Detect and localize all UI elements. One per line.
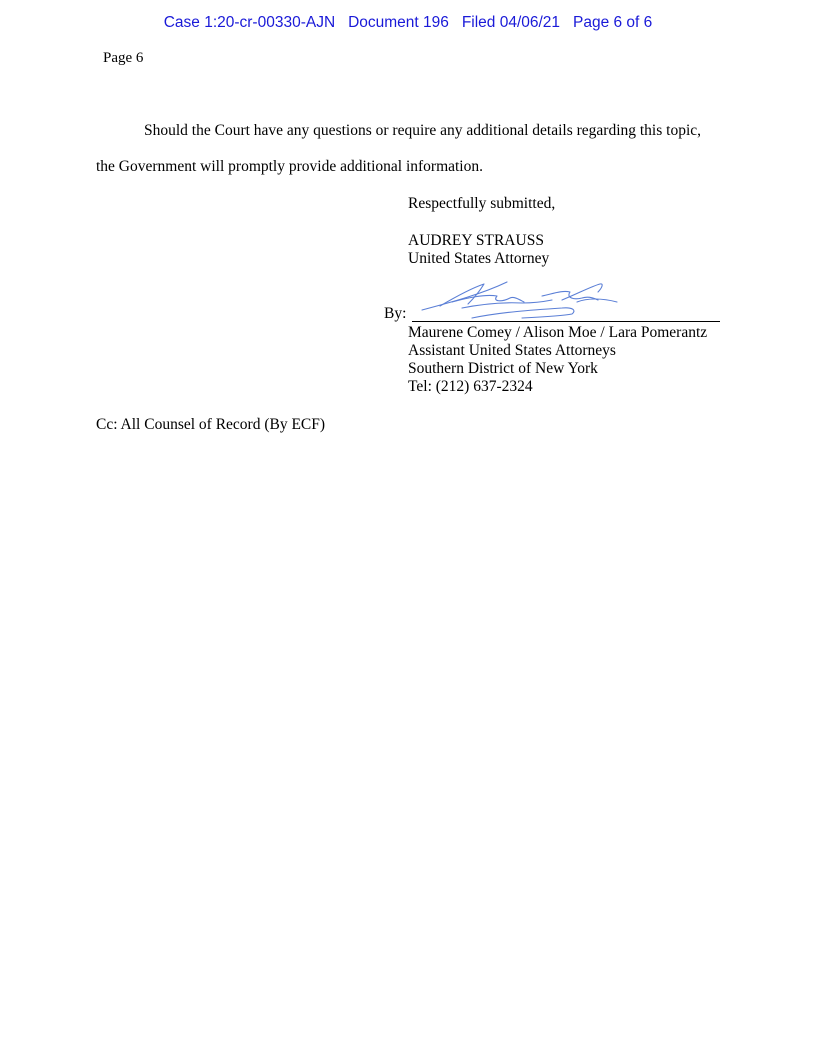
by-label: By:	[384, 305, 407, 322]
case-number: Case 1:20-cr-00330-AJN	[163, 14, 336, 31]
closing: Respectfully submitted,	[408, 195, 556, 212]
signature-image	[412, 272, 632, 322]
ecf-header	[0, 14, 816, 32]
signer-telephone: Tel: (212) 637-2324	[408, 378, 533, 395]
attorney-title: United States Attorney	[408, 250, 550, 267]
filed-date: Filed 04/06/21	[461, 14, 561, 31]
attorney-name: AUDREY STRAUSS	[408, 232, 544, 249]
page-count: Page 6 of 6	[572, 14, 653, 31]
body-line-2: the Government will promptly provide additional information.	[96, 158, 483, 175]
document-number: Document 196	[348, 14, 449, 31]
signer-title: Assistant United States Attorneys	[408, 342, 616, 359]
signature-line	[412, 321, 720, 322]
attorney-block	[408, 232, 549, 268]
cc-line: Cc: All Counsel of Record (By ECF)	[96, 416, 326, 433]
signers-block	[408, 324, 707, 396]
signer-office: Southern District of New York	[408, 360, 598, 377]
page-label: Page 6	[103, 50, 144, 66]
body-paragraph	[96, 113, 720, 185]
body-line-1: Should the Court have any questions or require any additional details regarding this topic,	[144, 122, 702, 139]
signer-names: Maurene Comey / Alison Moe / Lara Pomerantz	[408, 324, 708, 341]
